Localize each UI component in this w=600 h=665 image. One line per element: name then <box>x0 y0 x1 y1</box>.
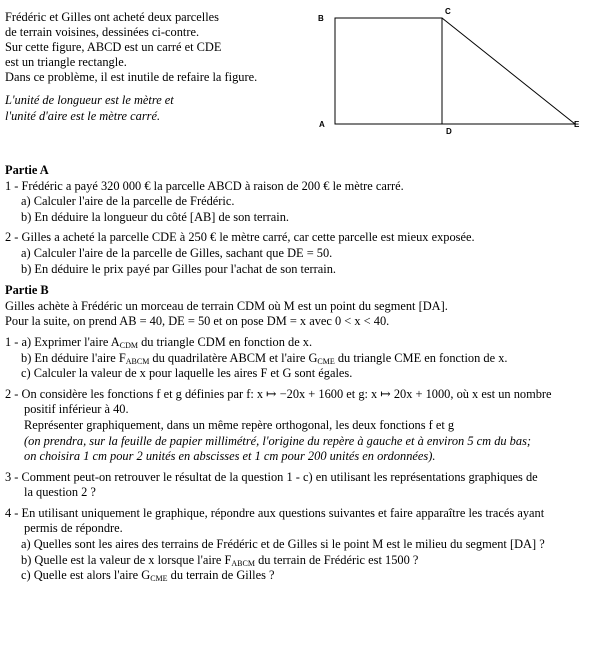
intro-line: est un triangle rectangle. <box>5 55 127 70</box>
question-b2: 2 - On considère les fonctions f et g définies par f: x ↦ −20x + 1600 et g: x ↦ 20x + 1000, où x est un nombre <box>5 386 552 401</box>
question-b2-cont: positif inférieur à 40. <box>24 402 129 417</box>
label-c: C <box>445 7 451 16</box>
label-e: E <box>574 120 580 129</box>
question-b4c: c) Quelle est alors l'aire $G_{CME}$ du terrain de Gilles ? <box>21 568 275 584</box>
question-a1a: a) Calculer l'aire de la parcelle de Frédéric. <box>21 194 235 209</box>
question-b1b: b) En déduire l'aire $F_{ABCM}$ du quadrilatère ABCM et l'aire $G_{CME}$ du triangle CME en fonction de x. <box>21 350 508 366</box>
part-b-intro: Gilles achète à Frédéric un morceau de terrain CDM où M est un point du segment [DA]. <box>5 298 448 313</box>
question-a2b: b) En déduire le prix payé par Gilles pour l'achat de son terrain. <box>21 261 336 276</box>
label-d: D <box>446 127 452 136</box>
question-b2-note: on choisira 1 cm pour 2 unités en abscisses et 1 cm pour 200 unités en ordonnées). <box>24 449 436 464</box>
intro-text <box>5 10 257 124</box>
intro-line: Dans ce problème, il est inutile de refaire la figure. <box>5 70 258 85</box>
question-a2: 2 - Gilles a acheté la parcelle CDE à 250 € le mètre carré, car cette parcelle est mieux exposée. <box>5 230 475 245</box>
intro-line: Frédéric et Gilles ont acheté deux parcelles <box>5 10 219 24</box>
square-abcd <box>335 18 442 124</box>
question-b1c: c) Calculer la valeur de x pour laquelle les aires F et G sont égales. <box>21 366 353 381</box>
segment-ce <box>442 18 575 124</box>
label-a: A <box>319 120 325 129</box>
question-a1: 1 - Frédéric a payé 320 000 € la parcelle ABCD à raison de 200 € le mètre carré. <box>5 178 404 193</box>
question-b4: 4 - En utilisant uniquement le graphique, répondre aux questions suivantes et faire apparaître les tracés ayant <box>5 505 545 520</box>
intro-line: Sur cette figure, ABCD est un carré et CDE <box>5 40 222 55</box>
question-b4b: b) Quelle est la valeur de x lorsque l'aire $F_{ABCM}$ du terrain de Frédéric est 1500 ? <box>21 552 419 568</box>
question-b2-note: (on prendra, sur la feuille de papier millimétré, l'origine du repère à gauche et à environ 5 cm du bas; <box>24 433 532 448</box>
question-a2a: a) Calculer l'aire de la parcelle de Gilles, sachant que DE = 50. <box>21 245 333 260</box>
part-a-title: Partie A <box>5 163 49 177</box>
question-b1a: 1 - a) Exprimer l'aire $A_{CDM}$ du triangle CDM en fonction de x. <box>5 334 313 350</box>
intro-line: de terrain voisines, dessinées ci-contre. <box>5 25 200 40</box>
question-b2-cont: Représenter graphiquement, dans un même repère orthogonal, les deux fonctions f et g <box>24 417 455 432</box>
question-b4a: a) Quelles sont les aires des terrains de Frédéric et de Gilles si le point M est le milieu du segment [DA] ? <box>21 537 545 552</box>
exercise-body <box>5 163 597 584</box>
label-b: B <box>318 14 324 23</box>
question-b4-cont: permis de répondre. <box>24 521 123 536</box>
question-b3-cont: la question 2 ? <box>24 485 96 500</box>
question-a1b: b) En déduire la longueur du côté [AB] de son terrain. <box>21 209 290 224</box>
spacer <box>5 85 257 93</box>
part-b-intro: Pour la suite, on prend AB = 40, DE = 50 et on pose DM = x avec 0 < x < 40. <box>5 314 390 329</box>
units-note: l'unité d'aire est le mètre carré. <box>5 108 161 123</box>
question-b3: 3 - Comment peut-on retrouver le résultat de la question 1 - c) en utilisant les représentations graphiques de <box>5 469 538 484</box>
units-note: L'unité de longueur est le mètre et <box>5 93 174 108</box>
figure-abcde <box>312 2 597 142</box>
part-b-title: Partie B <box>5 283 49 298</box>
